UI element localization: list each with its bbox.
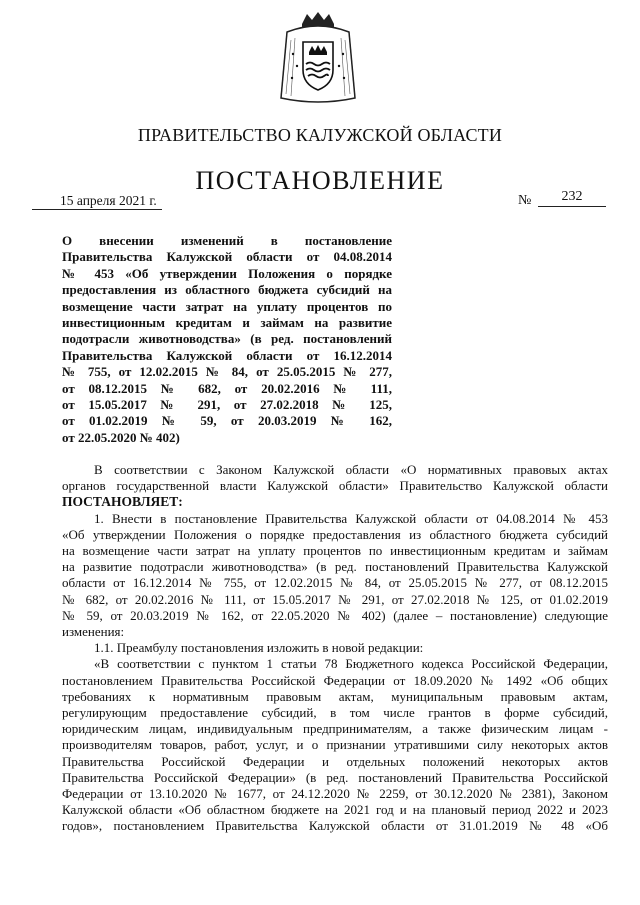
body-line: 1. Внести в постановление Правительства Калужской области от 04.08.2014 № 453 <box>94 510 608 526</box>
subject-line: инвестиционным кредитам и займам на развитие <box>62 315 392 331</box>
subject-line: возмещение части затрат на уплату процентов по <box>62 298 392 314</box>
subject-line: от 22.05.2020 № 402) <box>62 429 180 445</box>
body-line: на возмещение части затрат на уплату процентов по инвестиционным кредитам и займам <box>62 543 608 559</box>
body-line: Калужской области «Об областном бюджете на 2021 год и на плановый период 2022 и 2023 <box>62 802 608 818</box>
body-line: юридическим лицам, индивидуальным предпринимателям, а также физическим лицам - <box>62 721 608 737</box>
body-line: органов государственной власти Калужской области» Правительство Калужской области <box>62 478 608 494</box>
body-line: годов», постановлением Правительства Калужской области от 31.01.2019 № 48 «Об <box>62 818 608 834</box>
body-line: Федерации от 13.10.2020 № 1677, от 24.12.2020 № 2259, от 30.12.2020 № 2381), Законом <box>62 786 608 802</box>
body-line: В соответствии с Законом Калужской области «О нормативных правовых актах <box>94 462 608 477</box>
body-line: Правительства Российской Федерации» (в ред. постановлений Правительства Российской <box>62 769 608 785</box>
body-line: № 59, от 20.03.2019 № 162, от 22.05.2020 № 402) (далее – постановление) следующие <box>62 607 608 623</box>
subject-line: Правительства Калужской области от 04.08.2014 <box>62 249 392 265</box>
document-date: 15 апреля 2021 г. <box>32 193 162 210</box>
body-line: производителям товаров, работ, услуг, и о признании утратившими силу некоторых актов <box>62 737 608 753</box>
document-number: 232 <box>538 189 606 207</box>
subject-line: № 453 «Об утверждении Положения о порядке <box>62 265 392 281</box>
subject-line: от 08.12.2015 № 682, от 20.02.2016 № 111, <box>62 380 392 396</box>
body-line: № 682, от 20.02.2016 № 111, от 15.05.2017 № 291, от 27.02.2018 № 125, от 01.02.2019 <box>62 591 608 607</box>
body-line: «В соответствии с пунктом 1 статьи 78 Бюджетного кодекса Российской Федерации, <box>94 656 608 672</box>
body-line: изменения: <box>62 624 125 640</box>
document-subject <box>62 233 392 446</box>
body-line: требованиях к нормативным правовым актам, муниципальным правовым актам, <box>62 688 608 704</box>
document-type-title: ПОСТАНОВЛЕНИЕ <box>195 166 445 195</box>
body-line: на развитие подотрасли животноводства» (в ред. постановлений Правительства Калужской <box>62 559 608 575</box>
subject-line: № 755, от 12.02.2015 № 84, от 25.05.2015 № 277, <box>62 364 392 380</box>
subject-line: Правительства Калужской области от 16.12.2014 <box>62 347 392 363</box>
government-title: ПРАВИТЕЛЬСТВО КАЛУЖСКОЙ ОБЛАСТИ <box>137 125 503 145</box>
document-number-label: № <box>518 193 532 208</box>
body-line: постановлением Правительства Российской Федерации от 18.09.2020 № 1492 «Об общих <box>62 672 608 688</box>
body-line: 1.1. Преамбулу постановления изложить в новой редакции: <box>94 640 424 656</box>
body-line: «Об утверждении Положения о порядке предоставления из областного бюджета субсидий <box>62 526 608 542</box>
subject-line: предоставления из областного бюджета субсидий на <box>62 282 392 298</box>
body-line: области от 16.12.2014 № 755, от 12.02.2015 № 84, от 25.05.2015 № 277, от 08.12.2015 <box>62 575 608 591</box>
coat-of-arms-emblem <box>277 10 359 106</box>
document-body <box>62 462 608 835</box>
subject-line: от 15.05.2017 № 291, от 27.02.2018 № 125, <box>62 397 392 413</box>
resolves-heading: ПОСТАНОВЛЯЕТ: <box>62 494 183 510</box>
subject-line: подотрасли животноводства» (в ред. постановлений <box>62 331 392 347</box>
subject-line: О внесении изменений в постановление <box>62 233 392 248</box>
body-line: Правительства Российской Федерации и отдельных положений некоторых актов <box>62 753 608 769</box>
subject-line: от 01.02.2019 № 59, от 20.03.2019 № 162, <box>62 413 392 429</box>
body-line: регулирующим предоставление субсидий, в том числе грантов в форме субсидий, <box>62 705 608 721</box>
